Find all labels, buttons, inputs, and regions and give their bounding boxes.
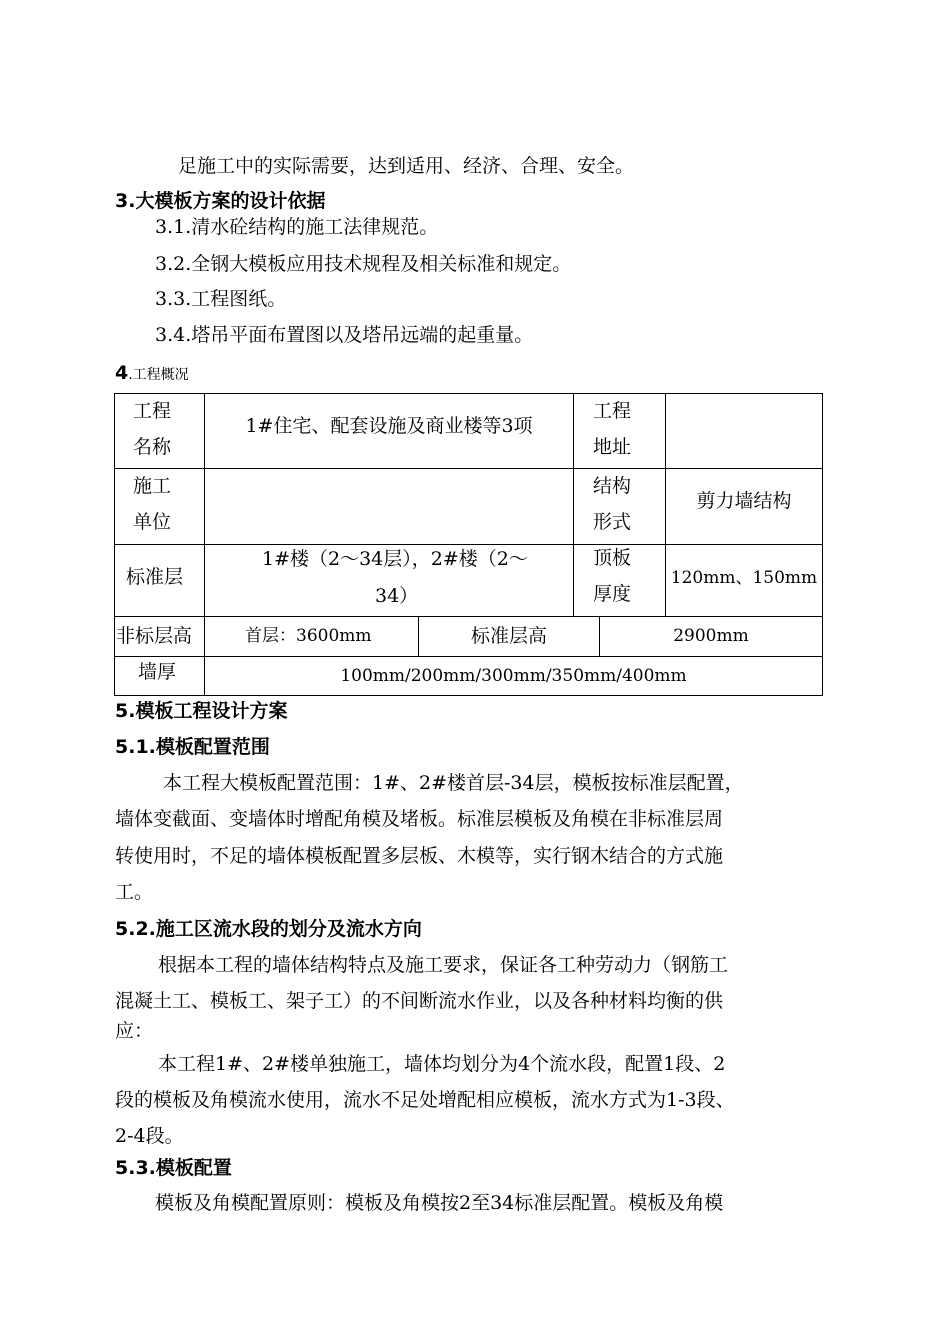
standard-floor-label: 标准层 (126, 566, 184, 588)
standard-height-value: 2900mm (673, 626, 749, 646)
section-5-2-p2-line-3: 2-4段。 (115, 1125, 184, 1147)
section-5-3-heading: 5.3.模板配置 (115, 1157, 232, 1179)
section-5-1-line-3: 转使用时，不足的墙体模板配置多层板、木模等，实行钢木结合的方式施 (115, 845, 724, 867)
contractor-label: 施工 单位 (133, 475, 172, 533)
section-4-number: 4 (115, 362, 129, 384)
project-name-value: 1#住宅、配套设施及商业楼等3项 (245, 415, 533, 437)
section-5-2-p1-line-3: 应： (115, 1020, 154, 1042)
slab-thickness-label: 顶板 厚度 (593, 547, 632, 605)
intro-tail-line: 足施工中的实际需要，达到适用、经济、合理、安全。 (178, 155, 635, 177)
section-5-1-line-1: 本工程大模板配置范围：1#、2#楼首层-34层，模板按标准层配置， (163, 772, 744, 794)
wall-thickness-value: 100mm/200mm/300mm/350mm/400mm (340, 666, 687, 686)
section-5-2-heading: 5.2.施工区流水段的划分及流水方向 (115, 918, 422, 940)
structure-type-label: 结构 形式 (593, 475, 632, 533)
project-address-label: 工程 地址 (593, 400, 632, 458)
section-3-item-1: 3.1.清水砼结构的施工法律规范。 (155, 216, 439, 238)
section-3-item-4: 3.4.塔吊平面布置图以及塔吊远端的起重量。 (155, 324, 534, 346)
section-4-title: .工程概况 (128, 367, 189, 383)
section-5-3-line-1: 模板及角模配置原则：模板及角模按2至34标准层配置。模板及角模 (155, 1192, 724, 1214)
section-3-heading: 3.大模板方案的设计依据 (115, 190, 326, 212)
section-5-2-p1-line-1: 根据本工程的墙体结构特点及施工要求，保证各工种劳动力（钢筋工 (158, 954, 729, 976)
section-5-1-line-4: 工。 (115, 881, 154, 903)
section-5-1-line-2: 墙体变截面、变墙体时增配角模及堵板。标准层模板及角模在非标准层周 (115, 808, 724, 830)
section-5-2-p2-line-2: 段的模板及角模流水使用，流水不足处增配相应模板，流水方式为1-3段、 (115, 1089, 735, 1111)
section-5-2-p2-line-1: 本工程1#、2#楼单独施工，墙体均划分为4个流水段，配置1段、2 (158, 1053, 726, 1075)
standard-floor-value-line2: 34） (375, 585, 419, 607)
structure-type-value: 剪力墙结构 (696, 490, 792, 512)
section-3-item-3: 3.3.工程图纸。 (155, 288, 287, 310)
section-3-item-2: 3.2.全钢大模板应用技术规程及相关标准和规定。 (155, 253, 572, 275)
first-floor-height: 首层：3600mm (245, 626, 372, 646)
non-standard-height-label: 非标层高 (116, 625, 193, 647)
section-4-heading (115, 361, 189, 387)
standard-floor-value-line1: 1#楼（2～34层），2#楼（2～ (262, 548, 528, 570)
section-5-2-p1-line-2: 混凝土工、模板工、架子工）的不间断流水作业，以及各种材料均衡的供 (115, 990, 724, 1012)
section-5-1-heading: 5.1.模板配置范围 (115, 736, 270, 758)
slab-thickness-value: 120mm、150mm (670, 568, 818, 588)
standard-height-label: 标准层高 (470, 625, 547, 647)
section-5-heading: 5.模板工程设计方案 (115, 700, 288, 722)
wall-thickness-label: 墙厚 (138, 661, 177, 683)
project-name-label: 工程 名称 (133, 400, 172, 458)
